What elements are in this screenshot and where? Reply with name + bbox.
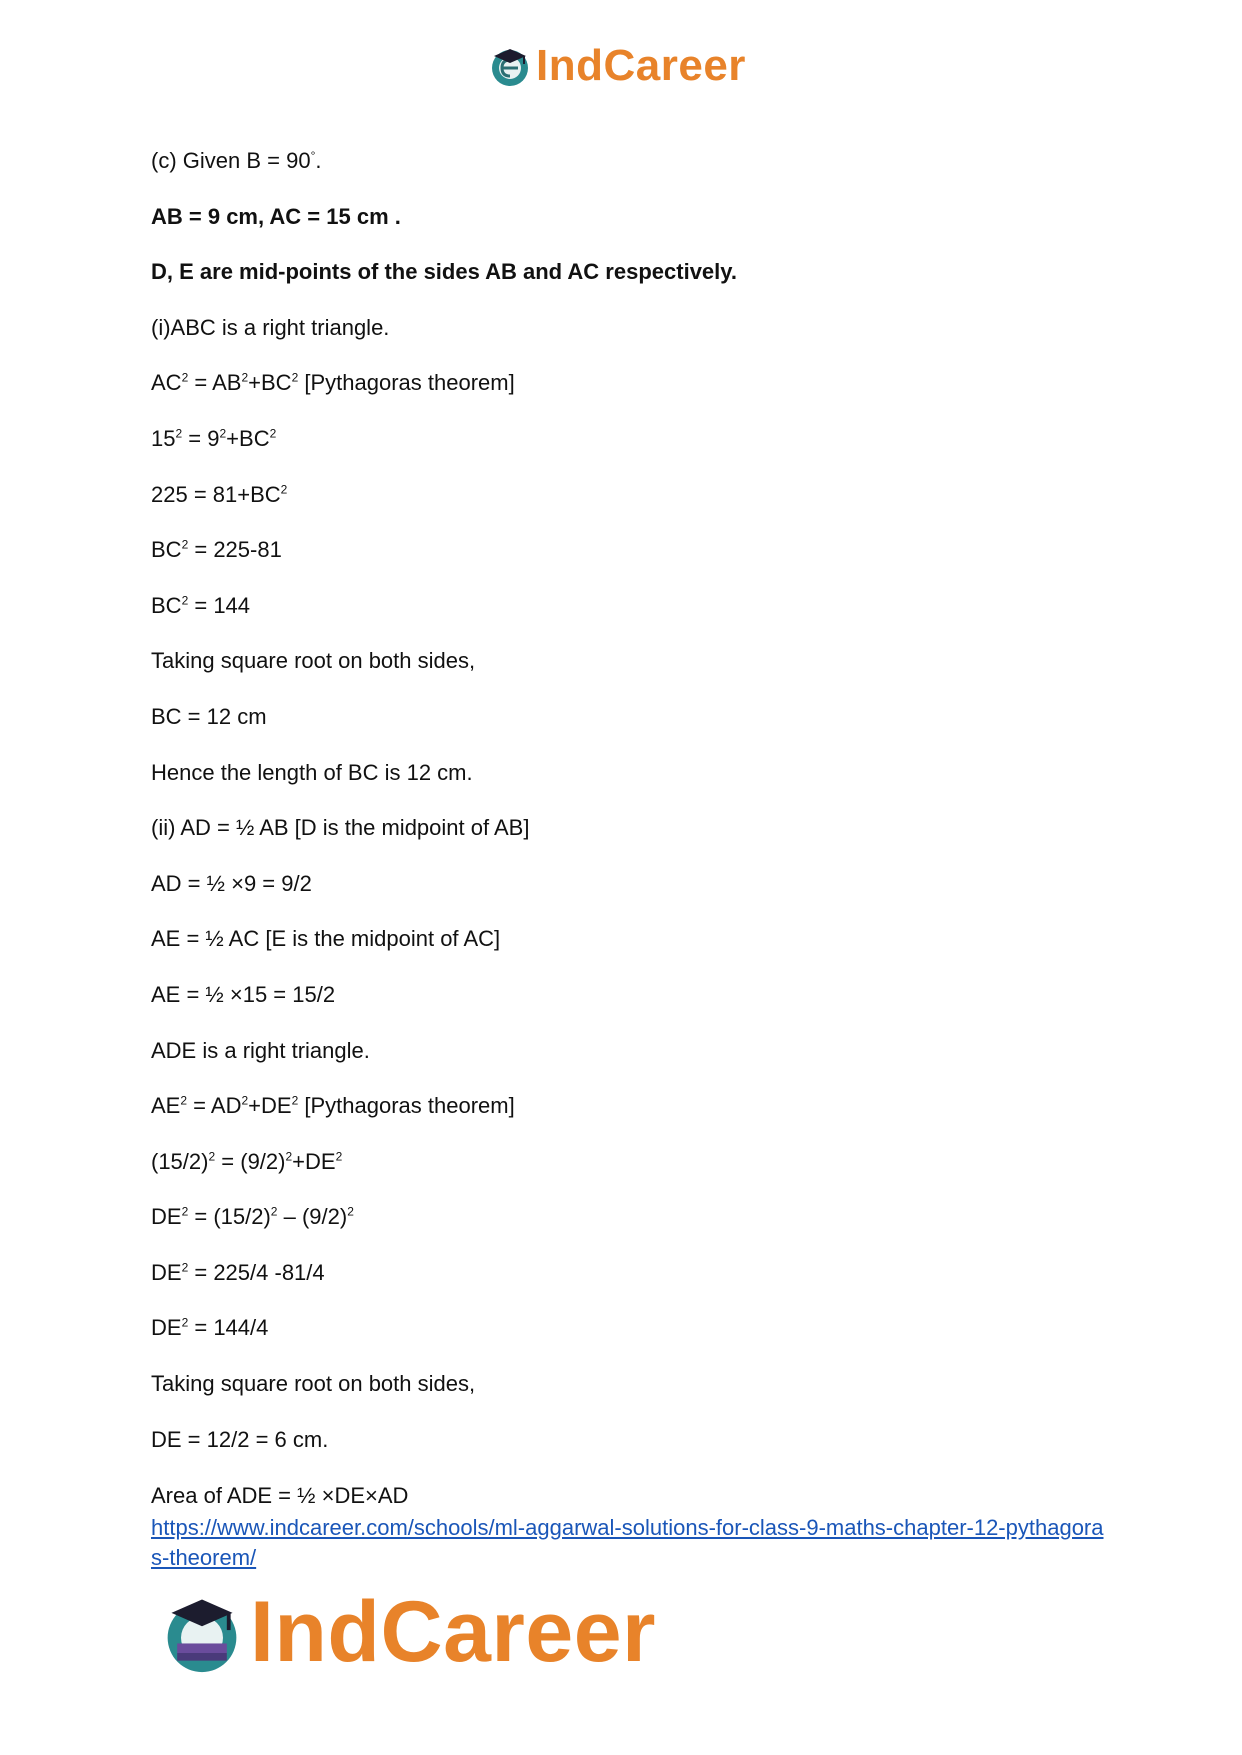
source-link[interactable]: https://www.indcareer.com/schools/ml-aggarwal-solutions-for-class-9-maths-chapter-12-pythagoras-theorem/ (151, 1515, 1104, 1570)
line-text: DE (151, 1204, 182, 1230)
line-text: AE = ½ ×15 = 15/2 (151, 981, 336, 1007)
line-text: [Pythagoras theorem] (298, 1093, 515, 1119)
solution-line (151, 760, 1101, 786)
solution-line (151, 1093, 1101, 1119)
superscript: 2 (291, 371, 299, 386)
superscript: 2 (175, 426, 183, 441)
line-text: +DE (248, 1093, 292, 1119)
line-text: AE (151, 1093, 181, 1119)
solution-line (151, 259, 1101, 285)
graduation-globe-icon (160, 1590, 244, 1674)
line-text: (c) Given B = 90 (151, 148, 311, 173)
area-statement: Area of ADE = ½ ×DE×AD (151, 1483, 409, 1508)
solution-line (151, 1260, 1101, 1286)
line-text: Hence the length of BC is 12 cm. (151, 759, 473, 785)
superscript: 2 (181, 1316, 189, 1331)
solution-line (151, 1204, 1101, 1230)
solution-line (151, 148, 1101, 174)
line-text: AE = ½ AC [E is the midpoint of AC] (151, 926, 501, 952)
superscript: 2 (181, 537, 189, 552)
solution-line (151, 370, 1101, 396)
solution-line (151, 815, 1101, 841)
solution-content (151, 148, 1101, 1482)
line-text: (ii) AD = ½ AB [D is the midpoint of AB] (151, 815, 530, 841)
line-text: = 225/4 -81/4 (188, 1259, 325, 1285)
superscript: 2 (347, 1204, 354, 1219)
superscript: 2 (241, 371, 249, 386)
solution-line (151, 537, 1101, 563)
line-text: AB = 9 cm, AC = 15 cm . (151, 203, 401, 229)
line-text: = 9 (182, 425, 220, 451)
superscript: 2 (241, 1093, 249, 1108)
solution-line (151, 593, 1101, 619)
line-text: +BC (226, 425, 270, 451)
solution-line (151, 1371, 1101, 1397)
line-text: (15/2) (151, 1148, 209, 1174)
superscript: 2 (270, 1204, 278, 1219)
solution-line (151, 1149, 1101, 1175)
graduation-globe-icon (488, 44, 532, 88)
line-text: ADE is a right triangle. (151, 1037, 370, 1063)
superscript: 2 (285, 1149, 293, 1164)
line-text: . (315, 148, 322, 173)
superscript: 2 (181, 1260, 189, 1275)
line-text: BC = 12 cm (151, 703, 267, 729)
line-text: (i)ABC is a right triangle. (151, 314, 390, 340)
superscript: ° (310, 148, 316, 163)
solution-line (151, 648, 1101, 674)
superscript: 2 (269, 426, 277, 441)
line-text: – (9/2) (277, 1204, 348, 1230)
solution-line (151, 426, 1101, 452)
solution-line (151, 204, 1101, 230)
line-text: BC (151, 592, 182, 618)
line-text: = AD (187, 1093, 242, 1119)
line-text: = 144 (188, 592, 251, 618)
line-text: Taking square root on both sides, (151, 648, 476, 674)
line-text: [Pythagoras theorem] (298, 370, 515, 396)
superscript: 2 (291, 1093, 299, 1108)
line-text: = 225-81 (188, 537, 282, 563)
line-text: = AB (188, 370, 242, 396)
solution-line (151, 482, 1101, 508)
solution-line (151, 871, 1101, 897)
solution-line (151, 1427, 1101, 1453)
superscript: 2 (335, 1149, 343, 1164)
solution-line (151, 1038, 1101, 1064)
line-text: +BC (248, 370, 292, 396)
line-text: BC (151, 537, 182, 563)
superscript: 2 (181, 593, 189, 608)
line-text: DE = 12/2 = 6 cm. (151, 1426, 329, 1452)
header-logo-text: IndCareer (536, 41, 746, 90)
line-text: AD = ½ ×9 = 9/2 (151, 870, 312, 896)
solution-line (151, 1315, 1101, 1341)
line-text: 15 (151, 425, 176, 451)
superscript: 2 (180, 1093, 188, 1108)
line-text: +DE (292, 1148, 336, 1174)
line-text: 225 = 81+BC (151, 481, 281, 507)
line-text: = (15/2) (188, 1204, 271, 1230)
line-text: Taking square root on both sides, (151, 1371, 476, 1397)
solution-line (151, 315, 1101, 341)
superscript: 2 (208, 1149, 216, 1164)
line-text: D, E are mid-points of the sides AB and AC respectively. (151, 259, 737, 285)
superscript: 2 (181, 371, 189, 386)
superscript: 2 (219, 426, 227, 441)
footer-logo-text: IndCareer (250, 1583, 656, 1680)
solution-line (151, 926, 1101, 952)
line-text: AC (151, 370, 182, 396)
solution-line (151, 982, 1101, 1008)
line-text: = 144/4 (188, 1315, 269, 1341)
superscript: 2 (280, 482, 288, 497)
solution-line (151, 704, 1101, 730)
footer-logo (160, 1582, 656, 1682)
header-logo (488, 40, 746, 92)
superscript: 2 (181, 1204, 189, 1219)
line-text: DE (151, 1315, 182, 1341)
line-text: = (9/2) (215, 1148, 286, 1174)
line-text: DE (151, 1259, 182, 1285)
